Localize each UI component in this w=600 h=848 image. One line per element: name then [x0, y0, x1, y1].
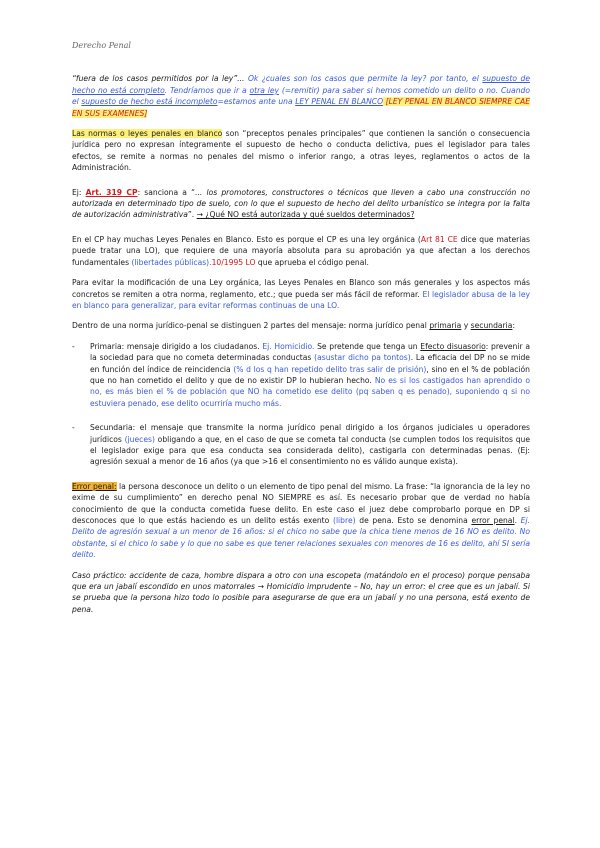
quote: “fuera de los casos permitidos por la ley”... — [72, 74, 245, 84]
paragraph-ley-penal-blanco: “fuera de los casos permitidos por la ley”... Ok ¿cuales son los casos que permite la ley? por tanto, el supuesto de hecho no está completo. Tendríamos que ir a otra ley (=remitir) para saber si hemos cometido un delito o no. Cuando el supuesto de hecho está incompleto=estamos ante una LEY PENAL EN BLANCO [LEY PENAL EN BLANCO SIEMPRE CAE EN SUS EXAMENES] — [72, 74, 530, 118]
list-item-primaria: - Primaria: mensaje dirigido a los ciudadanos. Ej. Homicidio. Se pretende que tenga un Efecto disuasorio: prevenir a la sociedad para que no cometa determinadas conductas (asustar dicho pa tontos). La eficacia del DP no se mide en función del índice de reincidencia (% d los q han repetido delito tras salir de prisión), sino en el % de población que no han cometido el delito y que de no existir DP lo hubieran hecho. No es si los castigados han aprendido o no, es más bien el % de población que NO ha cometido ese delito (pq saben q es penado), suponiendo q si no estuviera penado, ese delito ocurriría mucho más. — [72, 341, 530, 408]
document-page — [72, 40, 530, 624]
paragraph-ley-organica: En el CP hay muchas Leyes Penales en Blanco. Esto es porque el CP es una ley orgánica (Art 81 CE dice que materias puede tratar una LO), que requiere de una mayoría absoluta para su aprobación ya que afectan a los derechos fundamentales (libertades públicas).10/1995 LO que aprueba el código penal. — [72, 234, 531, 267]
paragraph-caso-practico: Caso práctico: accidente de caza, hombre dispara a otro con una escopeta (matándolo en el proceso) porque pensaba que era un jabalí escondido en unos matorrales → Homicidio imprudente – No, hay un error: el cree que es un jabalí. Si se prueba que la persona hizo todo lo posible para asegurarse de que era un jabalí y no una persona, está exento de pena. — [72, 570, 530, 614]
paragraph-definition: Las normas o leyes penales en blanco son “preceptos penales principales” que contienen la sanción o consecuencia jurídica pero no expresan íntegramente el supuesto de hecho o conducta delictiva, pues el legislador para tales efectos, se remite a normas no penales del mismo o inferior rango, a otras leyes, reglamentos o actos de la Administración. — [72, 129, 530, 173]
page-header: Derecho Penal — [72, 41, 131, 50]
list-item-secundaria: - Secundaria: el mensaje que transmite la norma jurídico penal dirigido a los órganos judiciales u operadores jurídicos (jueces) obligando a que, en el caso de que se cometa tal conducta (se cumplen todos los requisitos que el legislador exige para que esa conducta sea considerada delito), castigarla con determinadas penas. (Ej: agresión sexual a menor de 16 años (ya que >16 el consentimiento no es válido aunque exista). — [72, 423, 531, 467]
exam-note: [LEY PENAL EN BLANCO SIEMPRE CAE EN SUS EXAMENES] — [72, 97, 530, 118]
paragraph-error-penal: Error penal: la persona desconoce un delito o un elemento de tipo penal del mismo. La frase: “la ignorancia de la ley no exime de su cumplimiento” en derecho penal NO SIEMPRE es así. Es necesario probar que de verdad no había conocimiento de que la conducta cometida fuese delito. En este caso el juez debe comprobarlo porque en DP si desconoces que lo que estás haciendo es un delito estás exento (libre) de pena. Esto se denomina error penal. Ej. Delito de agresión sexual a un menor de 16 años: si el chico no sabe que la chica tiene menos de 16 NO es delito. No obstante, si el chico lo sabe y lo que no sabe es que tener relaciones sexuales con menores de 16 es delito, ahí SI sería delito. — [72, 481, 530, 560]
paragraph-example-art319: Ej: Art. 319 CP: sanciona a “... los promotores, constructores o técnicos que lleven a cabo una construcción no autorizada en determinado tipo de suelo, con lo que el supuesto de hecho del delito urbanístico se integra por la falta de autorización administrativa”. → ¿Qué NO está autorizada y qué sueldos determinados? — [72, 187, 530, 220]
paragraph-partes-mensaje: Dentro de una norma jurídico-penal se distinguen 2 partes del mensaje: norma jurídico penal primaria y secundaria: — [72, 321, 515, 331]
article-ref: Art. 319 CP — [85, 187, 138, 197]
paragraph-modificacion: Para evitar la modificación de una Ley orgánica, las Leyes Penales en Blanco son más generales y los aspectos más concretos se remiten a otra norma, reglamento, etc.; que pueda ser más fácil de reformar. El legislador abusa de la ley en blanco para generalizar, para evitar reformas continuas de una LO. — [72, 278, 530, 310]
